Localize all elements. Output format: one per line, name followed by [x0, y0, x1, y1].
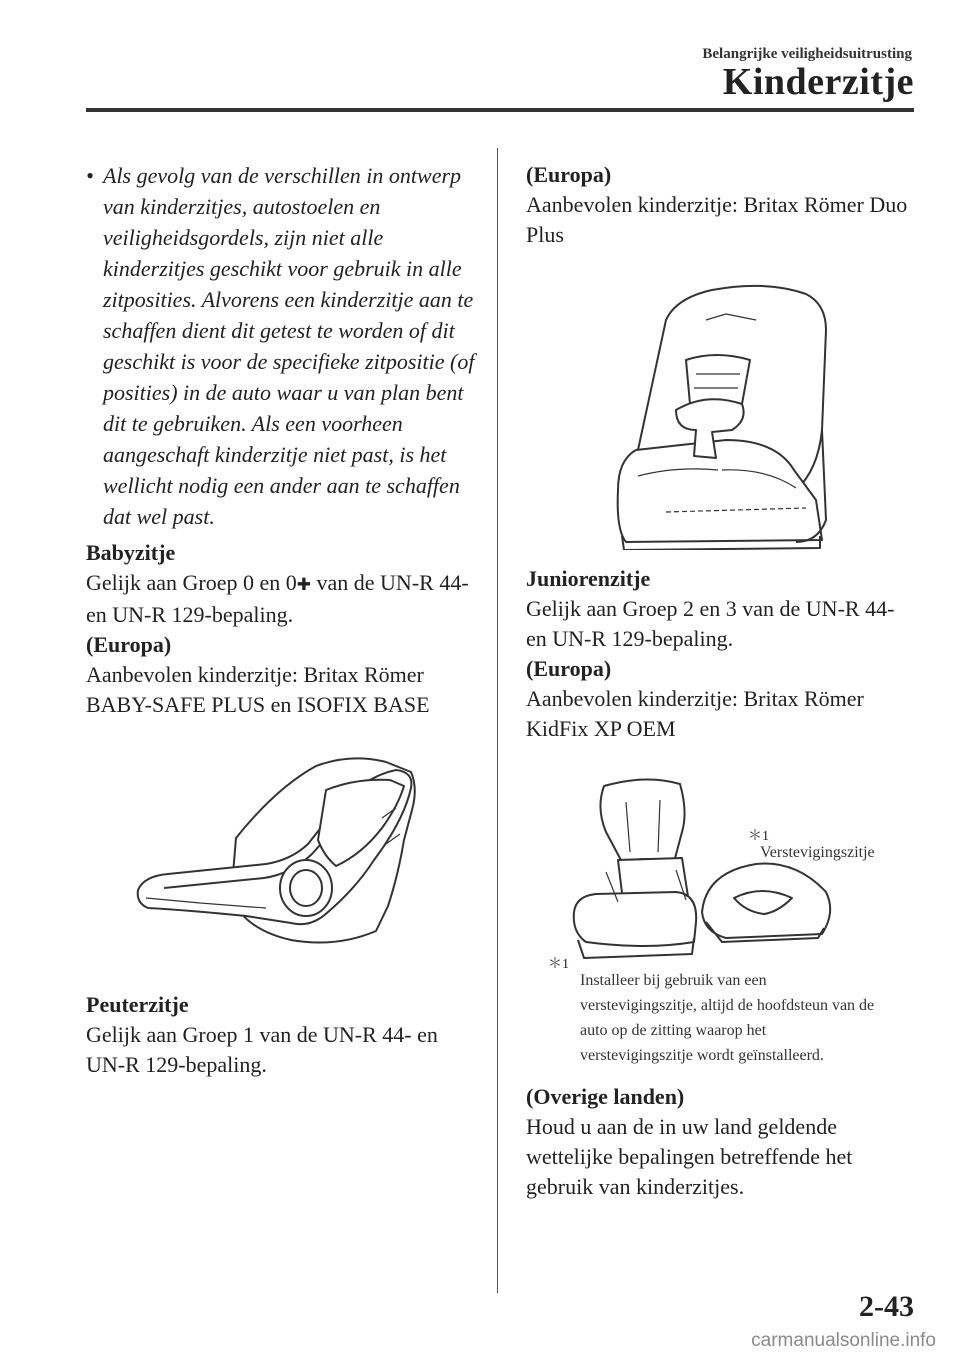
baby-text-a: Gelijk aan Groep 0 en 0: [86, 570, 297, 595]
footnote-marker-figure: ＊1: [748, 829, 769, 844]
toddler-recommended: Aanbevolen kinderzitje: Britax Römer Duo Plus: [526, 192, 908, 247]
page-number: 2-43: [859, 1290, 914, 1323]
right-column: [526, 160, 916, 1202]
toddler-heading: Peuterzitje: [86, 992, 189, 1017]
footnote: [526, 957, 916, 1068]
baby-text-b: van de UN-R 44- en UN-R 129-bepaling.: [86, 570, 469, 627]
junior-figure: [526, 772, 916, 972]
section-title: Belangrijke veiligheidsuitrusting: [702, 46, 912, 62]
junior-text: Gelijk aan Groep 2 en 3 van de UN-R 44- en UN-R 129-bepaling.: [526, 596, 895, 651]
other-text: Houd u aan de in uw land geldende wettelijke bepalingen betreffende het gebruik van kinderzitjes.: [526, 1114, 853, 1199]
toddler-region: (Europa): [526, 162, 612, 187]
plus-symbol: ✚: [296, 575, 312, 594]
left-column: [86, 160, 481, 1080]
baby-heading: Babyzitje: [86, 540, 176, 565]
junior-recommended: Aanbevolen kinderzitje: Britax Römer KidFix XP OEM: [526, 686, 864, 741]
header-rule: [86, 108, 914, 112]
bullet-marker: •: [86, 163, 94, 188]
watermark: carmanualsonline.info: [751, 1330, 936, 1351]
junior-heading: Juniorenzitje: [526, 566, 651, 591]
toddler-text: Gelijk aan Groep 1 van de UN-R 44- en UN-R 129-bepaling.: [86, 1022, 438, 1077]
column-divider: [497, 148, 498, 1293]
other-heading: (Overige landen): [526, 1084, 685, 1109]
junior-seat-illustration: [526, 772, 916, 972]
baby-recommended: Aanbevolen kinderzitje: Britax Römer BABY-SAFE PLUS en ISOFIX BASE: [86, 662, 430, 717]
page-title: Kinderzitje: [722, 61, 914, 103]
junior-region: (Europa): [526, 656, 612, 681]
bullet-item: [86, 160, 481, 532]
baby-seat-illustration: [86, 748, 481, 968]
figure-label: Verstevigingszitje: [760, 844, 875, 861]
footnote-text: Installeer bij gebruik van een verstevigingszitje, altijd de hoofdsteun van de auto op de zitting waarop het verstevigingszitje wordt geïnstalleerd.: [580, 972, 875, 1064]
baby-text: [86, 568, 481, 630]
toddler-seat-illustration: [526, 280, 916, 550]
bullet-text: Als gevolg van de verschillen in ontwerp van kinderzitjes, autostoelen en veiligheidsgordels, zijn niet alle kinderzitjes geschikt voor gebruik in alle zitposities. Alvorens een kinderzitje aan te schaffen dient dit getest te worden of dit geschikt is voor de specifieke zitpositie (of posities) in de auto waar u van plan bent dit te gebruiken. Als een voorheen aangeschaft kinderzitje niet past, is het wellicht nodig een ander aan te schaffen dat wel past.: [103, 163, 475, 529]
baby-region: (Europa): [86, 632, 172, 657]
footnote-marker: ＊1: [548, 957, 569, 972]
